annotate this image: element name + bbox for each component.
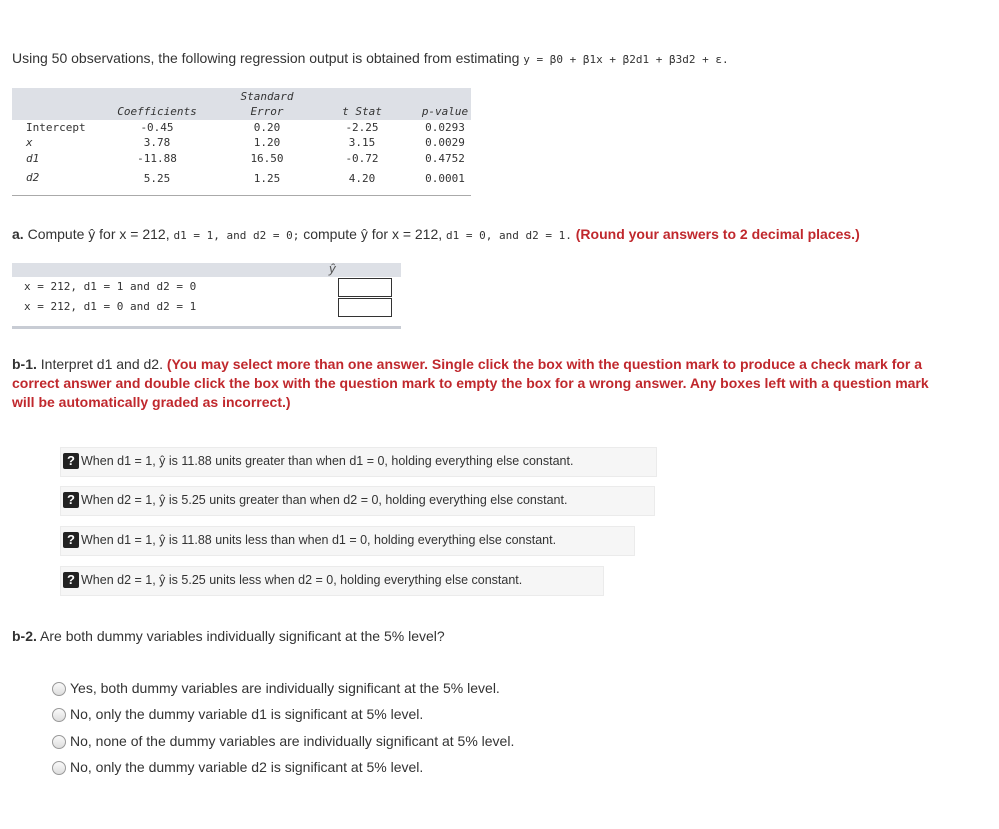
y-hat-header: ŷ	[329, 261, 336, 276]
part-b1-question	[12, 355, 952, 412]
cell-p: 0.0293	[425, 121, 465, 134]
part-a-text2: compute ŷ for x = 212,	[303, 226, 443, 242]
question-mark-checkbox-icon[interactable]: ?	[63, 453, 79, 469]
header-t-stat: t Stat	[342, 105, 382, 118]
part-b1-instruction: (You may select more than one answer. Single click the box with the question mark to produce a check mark for a correct answer and double click the box with the question mark to empty the box for a wrong answer. Any boxes left with a question mark will be automatically graded as incorrect.)	[12, 356, 929, 410]
y-hat-input-1[interactable]	[338, 278, 392, 297]
part-b1-text: Interpret d1 and d2.	[40, 356, 163, 372]
cell-coef: -11.88	[137, 152, 177, 165]
part-a-question	[12, 226, 860, 242]
cell-p: 0.0001	[425, 172, 465, 185]
header-coefficients: Coefficients	[117, 105, 197, 118]
checkbox-option[interactable]	[60, 486, 655, 516]
cell-coef: -0.45	[140, 121, 174, 134]
checkbox-option-text: When d2 = 1, ŷ is 5.25 units less when d2 = 0, holding everything else constant.	[81, 573, 523, 587]
y-hat-input-2[interactable]	[338, 298, 392, 317]
cell-p: 0.0029	[425, 136, 465, 149]
cell-se: 1.20	[253, 136, 281, 149]
radio-option-text[interactable]: Yes, both dummy variables are individually significant at the 5% level.	[70, 680, 500, 696]
cell-p: 0.4752	[425, 152, 465, 165]
part-b2-label: b-2.	[12, 628, 37, 644]
question-mark-checkbox-icon[interactable]: ?	[63, 492, 79, 508]
cell-t: 4.20	[348, 172, 376, 185]
part-b2-text: Are both dummy variables individually significant at the 5% level?	[40, 628, 445, 644]
cell-se: 1.25	[253, 172, 281, 185]
row-label: d2	[26, 171, 40, 184]
part-a-cond2: d1 = 0, and d2 = 1.	[446, 229, 572, 242]
part-a-text1: Compute ŷ for x = 212,	[27, 226, 170, 242]
part-a-instruction: (Round your answers to 2 decimal places.)	[575, 226, 860, 242]
row-label: x	[26, 136, 33, 149]
checkbox-option[interactable]	[60, 526, 635, 556]
radio-button[interactable]	[52, 761, 66, 775]
cell-se: 0.20	[253, 121, 281, 134]
checkbox-option[interactable]	[60, 447, 657, 477]
intro-text: Using 50 observations, the following regression output is obtained from estimating	[12, 50, 520, 66]
question-mark-checkbox-icon[interactable]: ?	[63, 532, 79, 548]
checkbox-option[interactable]	[60, 566, 604, 596]
cell-coef: 5.25	[143, 172, 171, 185]
answer-row-label: x = 212, d1 = 1 and d2 = 0	[24, 280, 197, 293]
radio-button[interactable]	[52, 682, 66, 696]
cell-t: -2.25	[345, 121, 379, 134]
regression-table	[12, 88, 471, 196]
answer-row-label: x = 212, d1 = 0 and d2 = 1	[24, 300, 197, 313]
row-label: d1	[26, 152, 40, 165]
radio-button[interactable]	[52, 708, 66, 722]
header-p-value: p-value	[421, 105, 469, 118]
radio-option-text[interactable]: No, only the dummy variable d1 is significant at 5% level.	[70, 706, 424, 722]
cell-t: -0.72	[345, 152, 379, 165]
cell-se: 16.50	[250, 152, 284, 165]
part-b2-question	[12, 628, 445, 644]
answer-table-bottom-rule	[12, 326, 401, 329]
question-mark-checkbox-icon[interactable]: ?	[63, 572, 79, 588]
cell-t: 3.15	[348, 136, 376, 149]
part-b1-label: b-1.	[12, 356, 37, 372]
answer-table-header	[12, 263, 401, 277]
header-se-line2: Error	[250, 105, 284, 118]
cell-coef: 3.78	[143, 136, 171, 149]
intro-line	[12, 50, 729, 66]
header-se-line1: Standard	[240, 90, 294, 103]
part-a-cond1: d1 = 1, and d2 = 0;	[173, 229, 300, 242]
row-label: Intercept	[26, 121, 86, 134]
radio-option-text[interactable]: No, none of the dummy variables are individually significant at 5% level.	[70, 733, 515, 749]
answer-table	[12, 263, 401, 329]
radio-button[interactable]	[52, 735, 66, 749]
checkbox-option-text: When d2 = 1, ŷ is 5.25 units greater than when d2 = 0, holding everything else constant.	[81, 493, 568, 507]
checkbox-option-text: When d1 = 1, ŷ is 11.88 units greater than when d1 = 0, holding everything else constant.	[81, 454, 574, 468]
part-a-label: a.	[12, 226, 24, 242]
checkbox-option-text: When d1 = 1, ŷ is 11.88 units less than when d1 = 0, holding everything else constant.	[81, 533, 557, 547]
intro-equation: y = β0 + β1x + β2d1 + β3d2 + ε.	[523, 53, 729, 66]
radio-option-text[interactable]: No, only the dummy variable d2 is significant at 5% level.	[70, 759, 424, 775]
